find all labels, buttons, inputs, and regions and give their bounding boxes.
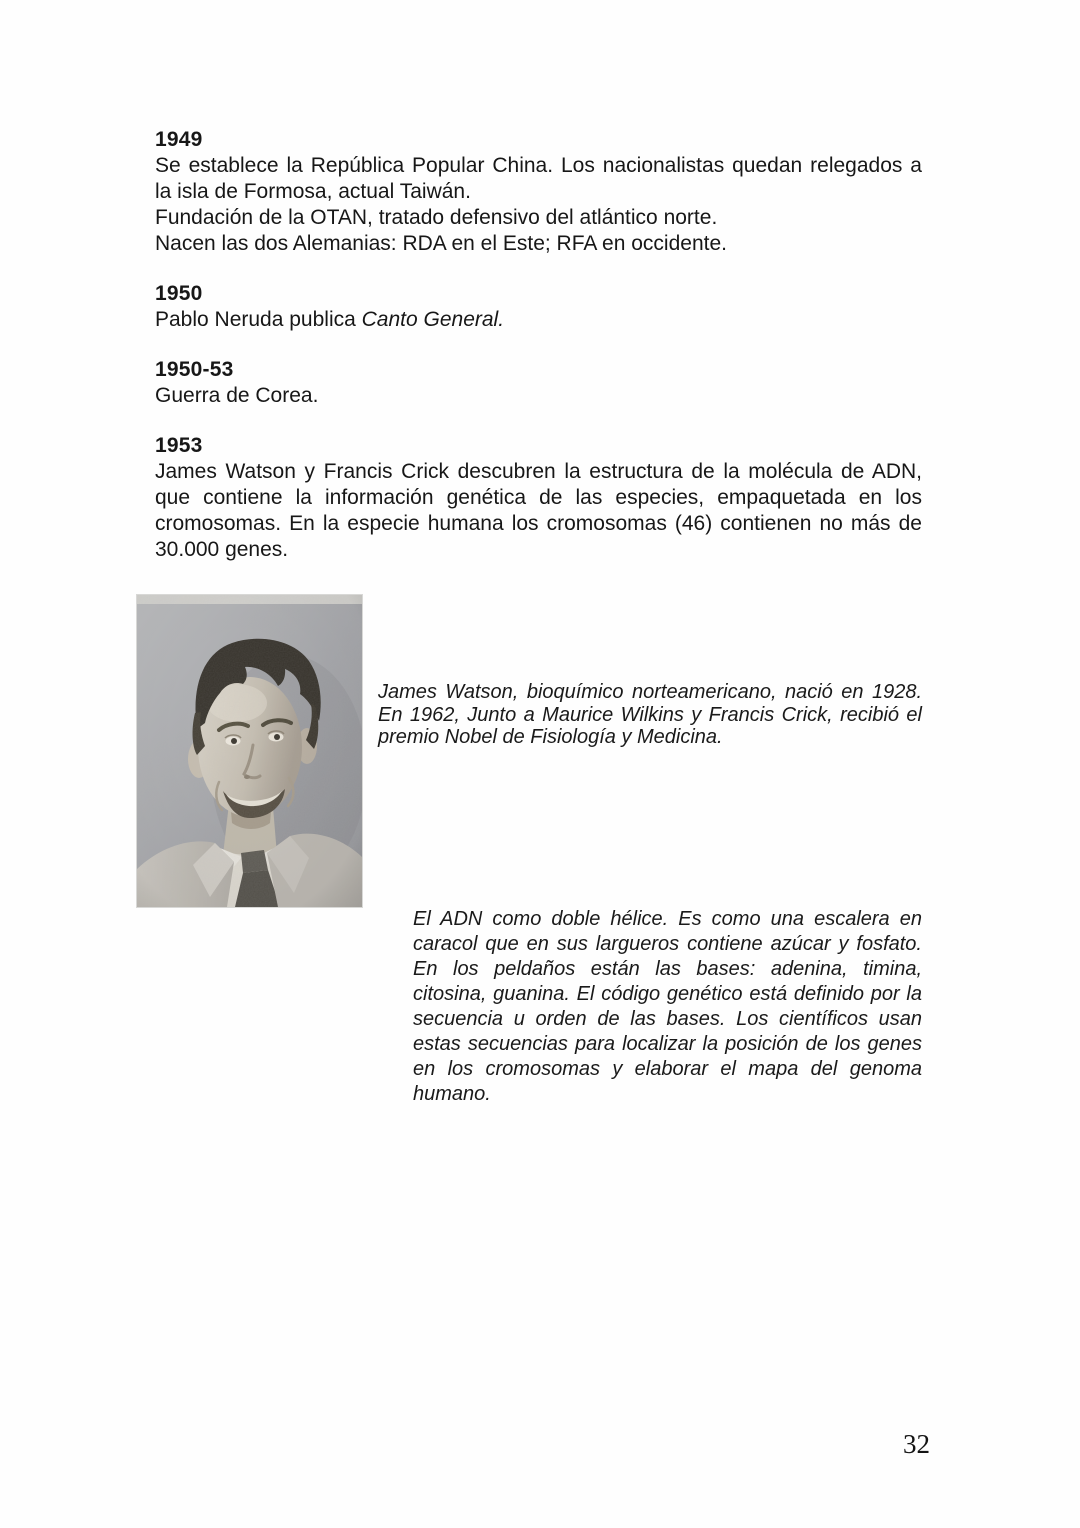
entry-paragraph: Guerra de Corea. xyxy=(155,384,319,407)
page-number: 32 xyxy=(903,1429,930,1459)
entry-paragraph: Nacen las dos Alemanias: RDA en el Este; RFA en occidente. xyxy=(155,232,727,255)
entry-paragraph: Fundación de la OTAN, tratado defensivo del atlántico norte. xyxy=(155,206,718,229)
entry-year-heading: 1949 xyxy=(155,128,203,151)
timeline-entry-1953 xyxy=(155,433,922,563)
entry-year-heading: 1950-53 xyxy=(155,358,234,381)
timeline-section xyxy=(155,127,922,563)
entry-text-plain: Pablo Neruda publica xyxy=(155,308,362,331)
timeline-entry-1950 xyxy=(155,281,922,333)
james-watson-portrait-illustration xyxy=(137,595,362,907)
caption-adn-double-helix: El ADN como doble hélice. Es como una escalera en caracol que en sus largueros contiene azúcar y fosfato. En los peldaños están las bases: adenina, timina, citosina, guanina. El código genético está definido por la secuencia u orden de las bases. Los científicos usan estas secuencias para localizar la posición de los genes en los cromosomas y elaborar el mapa del genoma humano. xyxy=(413,908,922,1105)
entry-text-italic-book-title: Canto General. xyxy=(361,308,505,331)
entry-paragraph: James Watson y Francis Crick descubren la estructura de la molécula de ADN, que contiene la información genética de las especies, empaquetada en los cromosomas. En la especie humana los cromosomas (46) contienen no más de 30.000 genes. xyxy=(155,460,922,561)
entry-paragraph xyxy=(155,307,922,333)
entry-paragraph: Se establece la República Popular China. Los nacionalistas quedan relegados a la isla de Formosa, actual Taiwán. xyxy=(155,154,922,203)
entry-year-heading: 1950 xyxy=(155,282,203,305)
photo-caption-james-watson: James Watson, bioquímico norteamericano, nació en 1928. En 1962, Junto a Maurice Wilkins y Francis Crick, recibió el premio Nobel de Fisiología y Medicina. xyxy=(378,681,922,748)
james-watson-photo xyxy=(137,595,362,907)
timeline-entry-1949 xyxy=(155,127,922,257)
timeline-entry-1950-53 xyxy=(155,357,922,409)
entry-year-heading: 1953 xyxy=(155,434,203,457)
